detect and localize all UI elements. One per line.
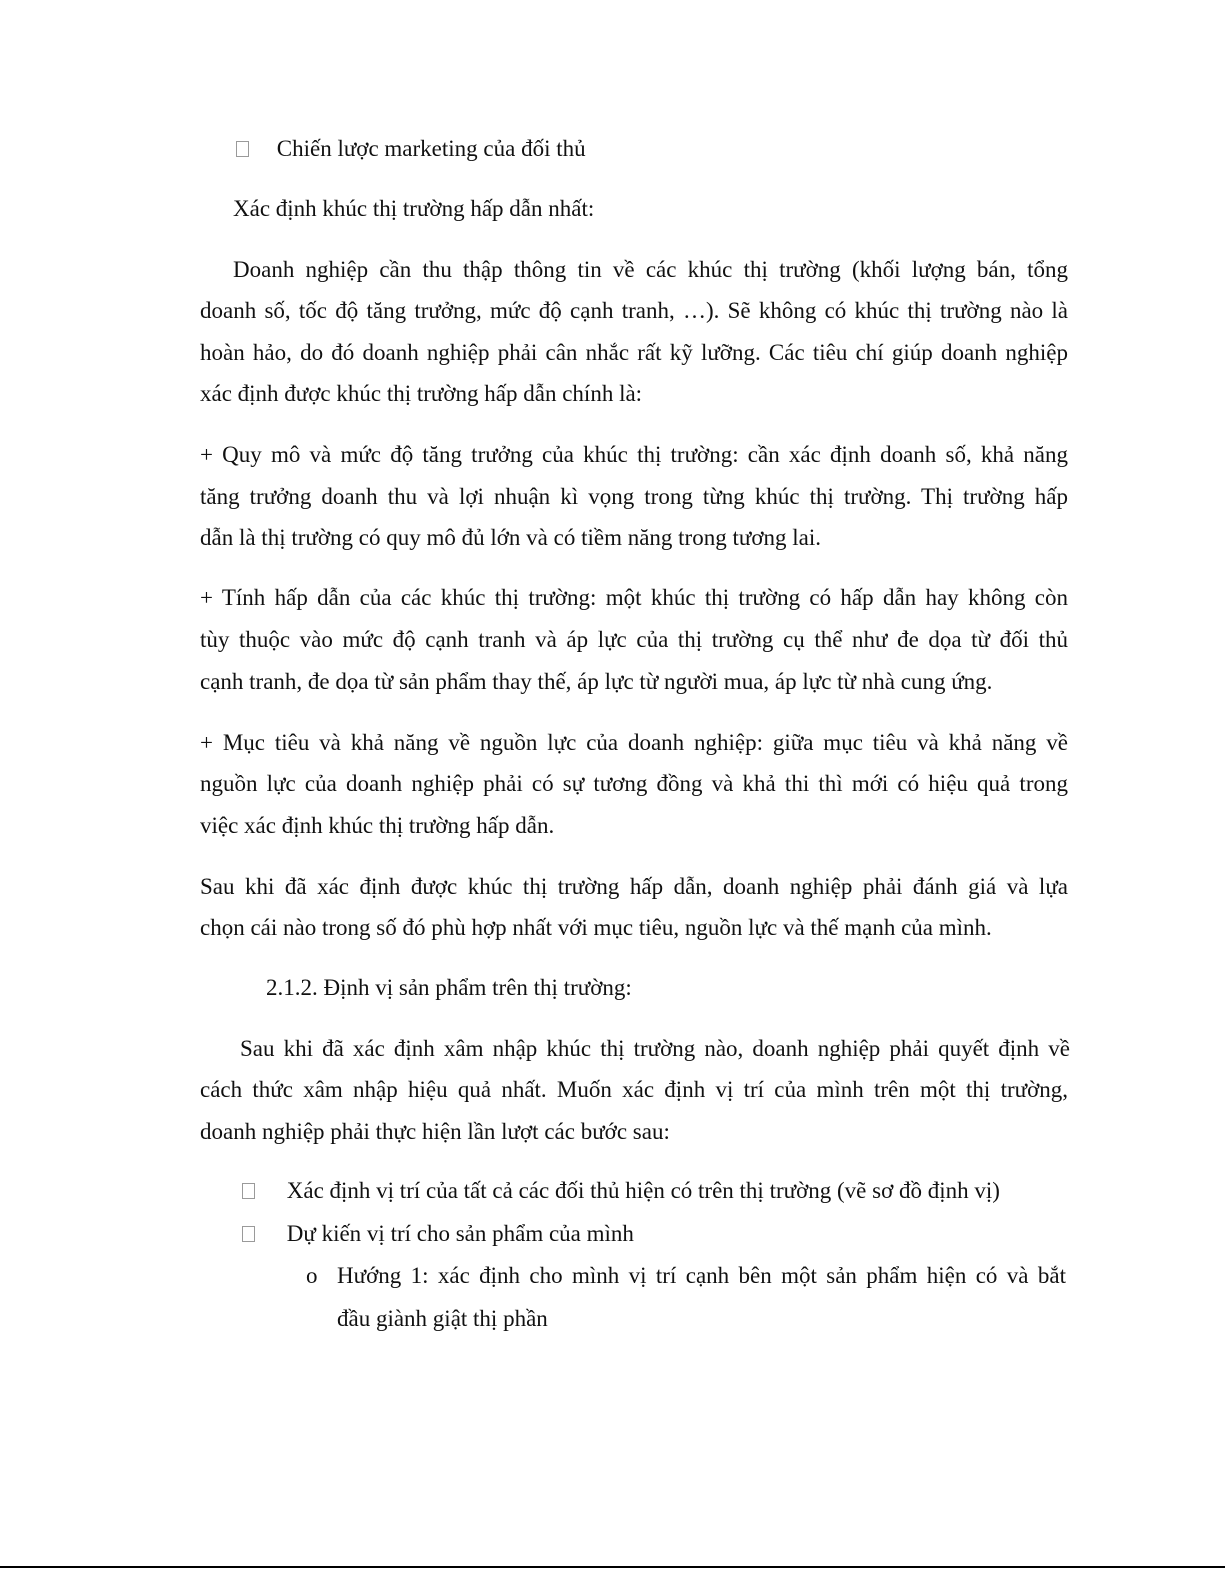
criteria-resources-line: việc xác định khúc thị trường hấp dẫn.: [200, 813, 555, 838]
step-item: [242, 1179, 1000, 1202]
bullet-box-icon: [242, 1183, 255, 1199]
step-item: [242, 1222, 634, 1245]
bullet-text: Chiến lược marketing của đối thủ: [276, 136, 586, 161]
sub-item-line: đầu giành giật thị phần: [337, 1306, 548, 1331]
step-text: Xác định vị trí của tất cả các đối thủ hiện có trên thị trường (vẽ sơ đồ định vị): [286, 1178, 1000, 1203]
page-bottom-rule: [0, 1566, 1225, 1568]
bullet-box-icon: [236, 141, 249, 157]
paragraph-evaluate-line: chọn cái nào trong số đó phù hợp nhất với mục tiêu, nguồn lực và thế mạnh của mình.: [200, 915, 992, 940]
paragraph-intro-line: xác định được khúc thị trường hấp dẫn chính là:: [200, 381, 643, 406]
paragraph-positioning-line: Sau khi đã xác định xâm nhập khúc thị trường nào, doanh nghiệp phải quyết định về: [240, 1036, 1070, 1061]
section-heading-positioning: 2.1.2. Định vị sản phẩm trên thị trường:: [266, 975, 632, 1000]
criteria-attractiveness-line: + Tính hấp dẫn của các khúc thị trường: một khúc thị trường có hấp dẫn hay không còn: [200, 585, 1068, 610]
paragraph-intro-line: doanh số, tốc độ tăng trưởng, mức độ cạnh tranh, …). Sẽ không có khúc thị trường nào là: [200, 298, 1068, 323]
step-text: Dự kiến vị trí cho sản phẩm của mình: [286, 1221, 634, 1246]
paragraph-intro-line: Doanh nghiệp cần thu thập thông tin về các khúc thị trường (khối lượng bán, tổng: [233, 257, 1068, 282]
bullet-item-competitor-marketing: [236, 137, 586, 160]
criteria-resources-line: nguồn lực của doanh nghiệp phải có sự tương đồng và khả thi thì mới có hiệu quả trong: [200, 771, 1068, 796]
sub-item-line: Hướng 1: xác định cho mình vị trí cạnh bên một sản phẩm hiện có và bắt: [337, 1263, 1066, 1288]
criteria-size-growth-line: dẫn là thị trường có quy mô đủ lớn và có tiềm năng trong tương lai.: [200, 525, 821, 550]
criteria-attractiveness-line: tùy thuộc vào mức độ cạnh tranh và áp lực của thị trường cụ thể như đe dọa từ đối thủ: [200, 627, 1068, 652]
criteria-resources-line: + Mục tiêu và khả năng về nguồn lực của doanh nghiệp: giữa mục tiêu và khả năng về: [200, 730, 1068, 755]
criteria-attractiveness-line: cạnh tranh, đe dọa từ sản phẩm thay thế, áp lực từ người mua, áp lực từ nhà cung ứng.: [200, 669, 993, 694]
subheading-attractive-segment: Xác định khúc thị trường hấp dẫn nhất:: [233, 196, 595, 221]
criteria-size-growth-line: + Quy mô và mức độ tăng trưởng của khúc thị trường: cần xác định doanh số, khả năng: [200, 442, 1068, 467]
criteria-size-growth-line: tăng trưởng doanh thu và lợi nhuận kì vọng trong từng khúc thị trường. Thị trường hấp: [200, 484, 1068, 509]
paragraph-positioning-line: cách thức xâm nhập hiệu quả nhất. Muốn xác định vị trí của mình trên một thị trường,: [200, 1077, 1068, 1102]
paragraph-evaluate-line: Sau khi đã xác định được khúc thị trường hấp dẫn, doanh nghiệp phải đánh giá và lựa: [200, 874, 1068, 899]
sub-item-marker: o: [306, 1263, 318, 1288]
paragraph-intro-line: hoàn hảo, do đó doanh nghiệp phải cân nhắc rất kỹ lưỡng. Các tiêu chí giúp doanh nghiệp: [200, 340, 1068, 365]
bullet-box-icon: [242, 1226, 255, 1242]
paragraph-positioning-line: doanh nghiệp phải thực hiện lần lượt các bước sau:: [200, 1119, 670, 1144]
